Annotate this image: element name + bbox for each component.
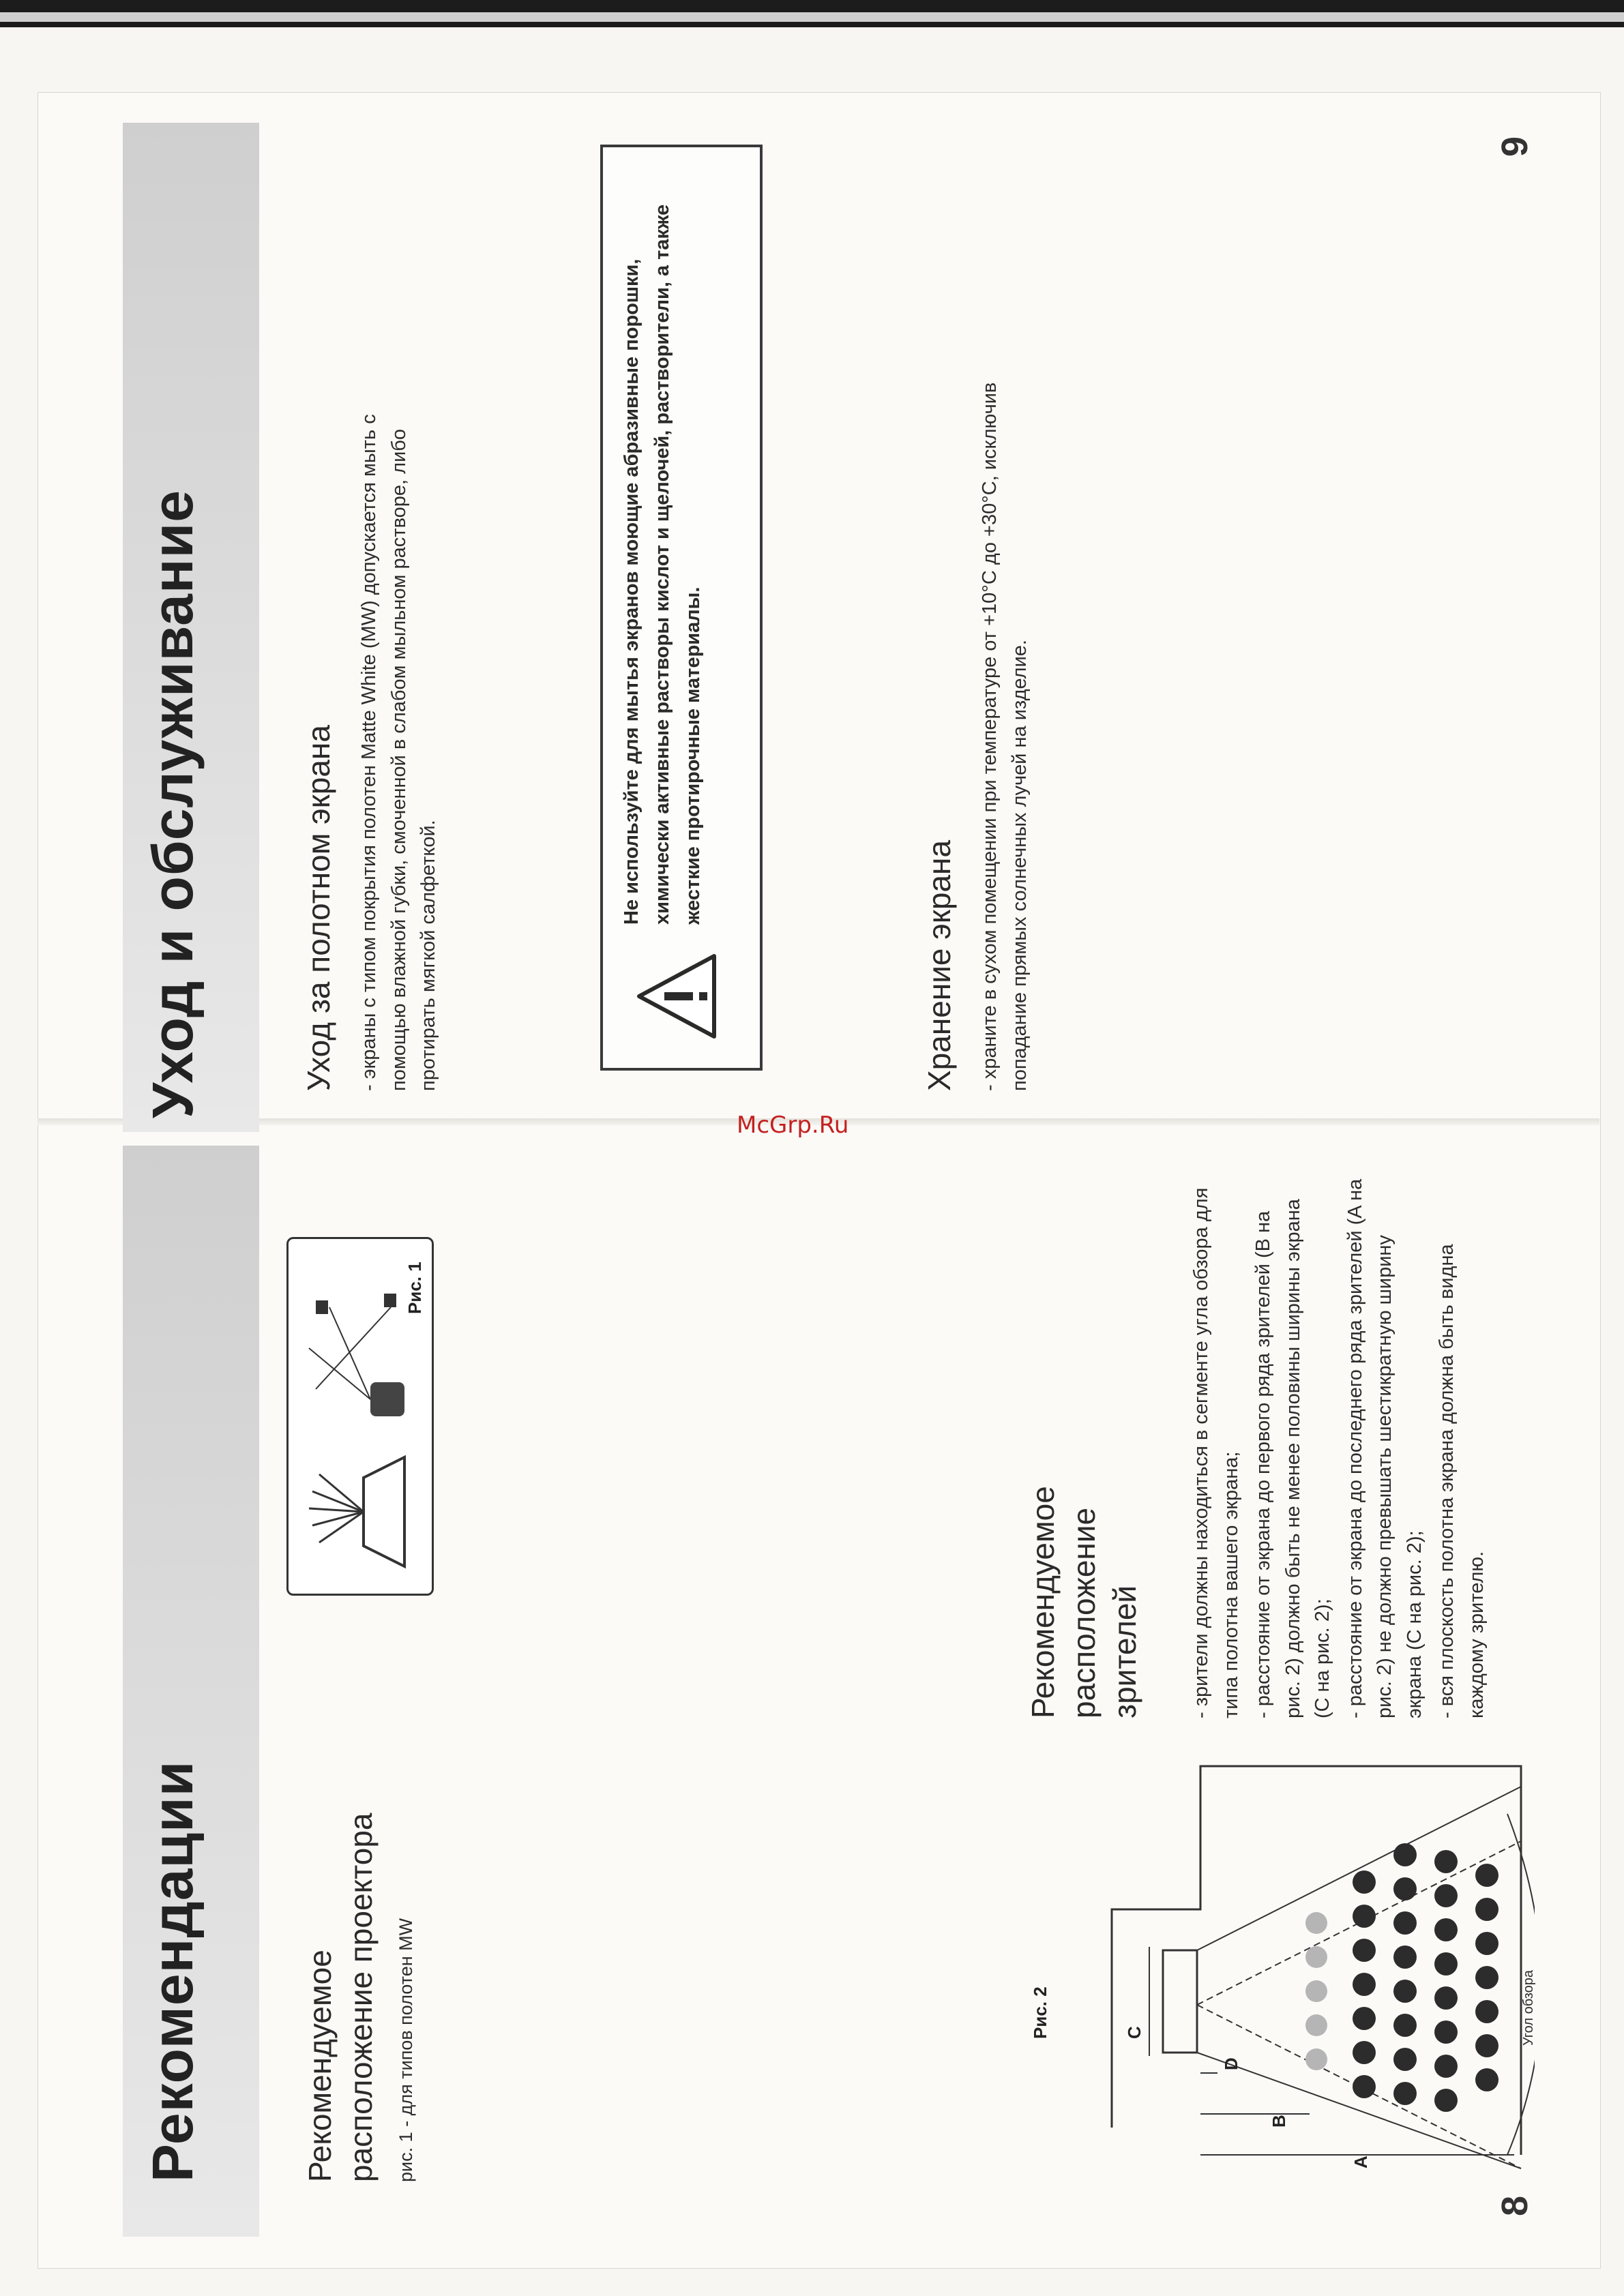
figure-1 bbox=[286, 1237, 434, 1596]
warning-text: Не используйте для мытья экранов моющие абразивные порошки, химически активные растворы кислот и щелочей, растворители, а также жесткие протирочные материалы. bbox=[621, 204, 704, 925]
list-item: - расстояние от экрана до первого ряда зрителей (B на рис. 2) должно быть не менее половины ширины экрана (C на рис. 2); bbox=[1252, 1199, 1333, 1718]
storage-text: - храните в сухом помещении при температуре от +10°C до +30°C, исключив попадание прямых солнечных лучей на изделие. bbox=[979, 382, 1031, 1091]
dim-a-label: A bbox=[1350, 2156, 1371, 2168]
page-9 bbox=[123, 123, 1555, 1132]
figure-caption: рис. 1 - для типов полотен MW bbox=[396, 1918, 416, 2182]
figure-1-label: Рис. 1 bbox=[404, 1262, 425, 1314]
audience-rear bbox=[1353, 1843, 1498, 2112]
heading-line: расположение проектора bbox=[342, 1813, 379, 2182]
warning-triangle-icon bbox=[634, 952, 722, 1041]
audience-front bbox=[1305, 1912, 1327, 2070]
page-8 bbox=[123, 1146, 1555, 2237]
page-number: 8 bbox=[1494, 2195, 1535, 2216]
watermark: McGrp.Ru bbox=[737, 1112, 849, 1139]
page-number: 9 bbox=[1494, 136, 1535, 157]
section-heading-viewers bbox=[1023, 1486, 1145, 1718]
dim-d-label: D bbox=[1221, 2057, 1241, 2070]
section-heading-care: Уход за полотном экрана bbox=[301, 725, 336, 1091]
page-title: Уход и обслуживание bbox=[141, 490, 205, 1118]
section-heading-projector bbox=[300, 1813, 382, 2183]
heading-line: зрителей bbox=[1106, 1585, 1142, 1718]
page-title: Рекомендации bbox=[141, 1760, 205, 2182]
figure-2-label: Рис. 2 bbox=[1030, 1986, 1050, 2039]
care-text: - экраны с типом покрытия полотен Matte White (MW) допускается мыть с помощью влажной губки, смоченной в слабом мыльном растворе, либо протирать мягкой салфеткой. bbox=[358, 414, 439, 1091]
heading-line: Рекомендуемое bbox=[1025, 1486, 1061, 1718]
scanner-top-edge bbox=[0, 0, 1624, 27]
section-heading-storage: Хранение экрана bbox=[921, 839, 957, 1091]
list-item: - зрители должны находиться в сегменте угла обзора для типа полотна вашего экрана; bbox=[1190, 1187, 1242, 1718]
figure-2-diagram bbox=[1098, 1753, 1535, 2196]
dim-c-label: C bbox=[1124, 2026, 1145, 2039]
list-item: - расстояние от экрана до последнего ряда зрителей (A на рис. 2) не должно превышать шестикратную ширину экрана (C на рис. 2); bbox=[1344, 1178, 1426, 1718]
scanner-top-edge-strip bbox=[0, 12, 1624, 22]
list-item: - вся плоскость полотна экрана должна быть видна каждому зрителю. bbox=[1436, 1244, 1488, 1718]
heading-line: расположение bbox=[1065, 1507, 1102, 1718]
viewing-angle-label: Угол обзора bbox=[1521, 1969, 1536, 2046]
viewer-rules-list bbox=[1187, 1173, 1494, 1718]
heading-line: Рекомендуемое bbox=[302, 1950, 338, 2182]
warning-box bbox=[600, 145, 763, 1071]
dim-b-label: B bbox=[1269, 2115, 1289, 2128]
